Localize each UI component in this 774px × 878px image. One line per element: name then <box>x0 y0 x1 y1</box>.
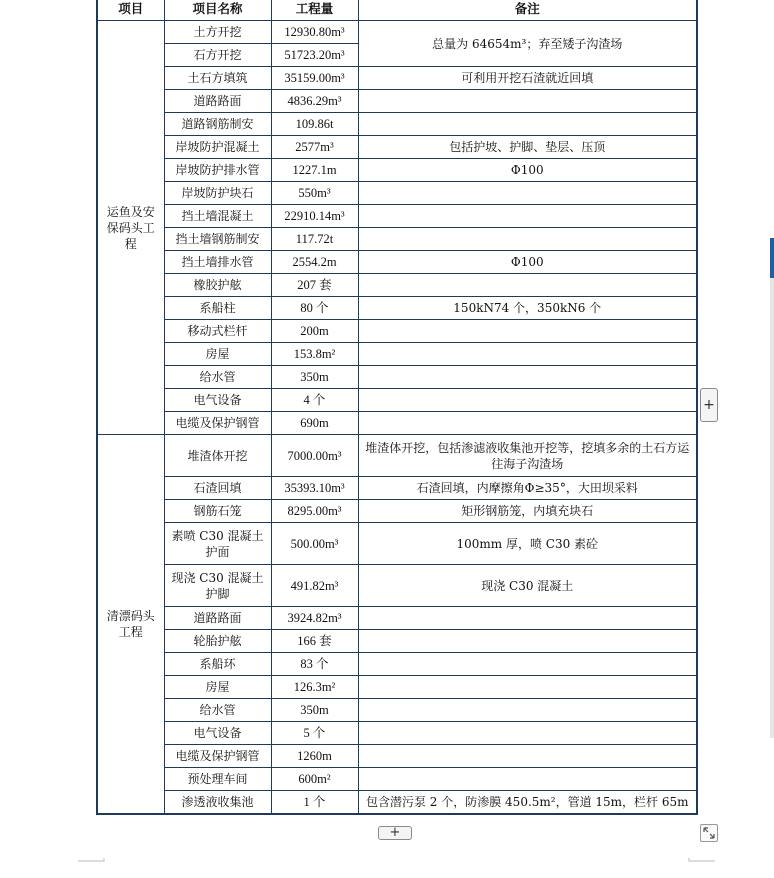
quantity-cell: 5 个 <box>271 722 358 745</box>
quantity-cell: 80 个 <box>271 297 358 320</box>
quantity-cell: 207 套 <box>271 274 358 297</box>
remarks-cell <box>358 768 697 791</box>
item-name-cell: 给水管 <box>164 699 271 722</box>
remarks-cell: 包括护坡、护脚、垫层、压顶 <box>358 136 697 159</box>
remarks-cell <box>358 366 697 389</box>
quantity-cell: 491.82m³ <box>271 565 358 607</box>
table-row <box>97 477 697 500</box>
remarks-cell <box>358 412 697 435</box>
group-name-cell: 运鱼及安保码头工程 <box>97 21 164 435</box>
quantity-cell: 8295.00m³ <box>271 500 358 523</box>
remarks-cell <box>358 676 697 699</box>
remarks-cell: 堆渣体开挖，包括渗滤液收集池开挖等，挖填多余的土石方运往海子沟渣场 <box>358 435 697 477</box>
item-name-cell: 电缆及保护钢管 <box>164 412 271 435</box>
header-remarks: 备注 <box>358 0 697 21</box>
item-name-cell: 道路钢筋制安 <box>164 113 271 136</box>
item-name-cell: 轮胎护舷 <box>164 630 271 653</box>
table-row <box>97 320 697 343</box>
table-row <box>97 630 697 653</box>
quantity-table <box>96 0 698 815</box>
table-row <box>97 90 697 113</box>
quantity-cell: 12930.80m³ <box>271 21 358 44</box>
item-name-cell: 素喷 C30 混凝土护面 <box>164 523 271 565</box>
table-row <box>97 791 697 815</box>
item-name-cell: 预处理车间 <box>164 768 271 791</box>
quantity-cell: 1227.1m <box>271 159 358 182</box>
quantity-cell: 690m <box>271 412 358 435</box>
remarks-cell <box>358 653 697 676</box>
item-name-cell: 石渣回填 <box>164 477 271 500</box>
quantity-cell: 1 个 <box>271 791 358 815</box>
item-name-cell: 给水管 <box>164 366 271 389</box>
table-row <box>97 653 697 676</box>
item-name-cell: 移动式栏杆 <box>164 320 271 343</box>
quantity-cell: 22910.14m³ <box>271 205 358 228</box>
remarks-cell: 可利用开挖石渣就近回填 <box>358 67 697 90</box>
item-name-cell: 现浇 C30 混凝土护脚 <box>164 565 271 607</box>
plus-icon: + <box>389 825 401 840</box>
quantity-cell: 35393.10m³ <box>271 477 358 500</box>
item-name-cell: 电气设备 <box>164 722 271 745</box>
table-row <box>97 745 697 768</box>
remarks-cell: 现浇 C30 混凝土 <box>358 565 697 607</box>
page-corner-right <box>688 858 716 878</box>
item-name-cell: 道路路面 <box>164 90 271 113</box>
table-row <box>97 366 697 389</box>
remarks-cell <box>358 182 697 205</box>
remarks-cell <box>358 607 697 630</box>
remarks-cell: Φ100 <box>358 251 697 274</box>
add-column-button[interactable] <box>700 388 718 422</box>
quantity-cell: 153.8m² <box>271 343 358 366</box>
table-body <box>97 21 697 815</box>
item-name-cell: 石方开挖 <box>164 44 271 67</box>
scroll-thumb[interactable] <box>770 238 774 278</box>
remarks-cell <box>358 320 697 343</box>
item-name-cell: 橡胶护舷 <box>164 274 271 297</box>
table-row <box>97 67 697 90</box>
quantity-cell: 35159.00m³ <box>271 67 358 90</box>
item-name-cell: 堆渣体开挖 <box>164 435 271 477</box>
table-header-row <box>97 0 697 21</box>
table-row <box>97 182 697 205</box>
resize-table-button[interactable] <box>700 824 718 842</box>
remarks-cell: 150kN74 个，350kN6 个 <box>358 297 697 320</box>
remarks-cell: 总量为 64654m³；弃至矮子沟渣场 <box>358 21 697 67</box>
scroll-track[interactable] <box>770 238 774 738</box>
item-name-cell: 系船环 <box>164 653 271 676</box>
table-row <box>97 565 697 607</box>
remarks-cell <box>358 205 697 228</box>
add-row-button[interactable] <box>378 826 412 840</box>
table-row <box>97 676 697 699</box>
item-name-cell: 房屋 <box>164 676 271 699</box>
plus-icon: + <box>703 397 715 413</box>
table-row <box>97 343 697 366</box>
table-row <box>97 251 697 274</box>
remarks-cell: 包含潜污泵 2 个，防渗膜 450.5m²，管道 15m，栏杆 65m <box>358 791 697 815</box>
table-row <box>97 722 697 745</box>
item-name-cell: 岸坡防护混凝土 <box>164 136 271 159</box>
group-name-cell: 清漂码头工程 <box>97 435 164 815</box>
remarks-cell <box>358 113 697 136</box>
item-name-cell: 系船柱 <box>164 297 271 320</box>
quantity-cell: 2554.2m <box>271 251 358 274</box>
quantity-cell: 1260m <box>271 745 358 768</box>
quantity-cell: 500.00m³ <box>271 523 358 565</box>
remarks-cell <box>358 343 697 366</box>
remarks-cell <box>358 389 697 412</box>
table-row <box>97 21 697 44</box>
table-row <box>97 113 697 136</box>
table-row <box>97 699 697 722</box>
remarks-cell <box>358 630 697 653</box>
item-name-cell: 岸坡防护块石 <box>164 182 271 205</box>
table-row <box>97 389 697 412</box>
quantity-cell: 117.72t <box>271 228 358 251</box>
quantity-cell: 126.3m² <box>271 676 358 699</box>
table-row <box>97 205 697 228</box>
table-row <box>97 435 697 477</box>
table-row <box>97 768 697 791</box>
quantity-cell: 350m <box>271 699 358 722</box>
quantity-cell: 109.86t <box>271 113 358 136</box>
item-name-cell: 岸坡防护排水管 <box>164 159 271 182</box>
remarks-cell: 石渣回填，内摩擦角Φ≥35°，大田坝采料 <box>358 477 697 500</box>
quantity-cell: 600m² <box>271 768 358 791</box>
item-name-cell: 挡土墙混凝土 <box>164 205 271 228</box>
quantity-cell: 166 套 <box>271 630 358 653</box>
item-name-cell: 渗透液收集池 <box>164 791 271 815</box>
quantity-cell: 51723.20m³ <box>271 44 358 67</box>
remarks-cell <box>358 699 697 722</box>
header-project: 项目 <box>97 0 164 21</box>
remarks-cell <box>358 274 697 297</box>
table-row <box>97 500 697 523</box>
quantity-cell: 7000.00m³ <box>271 435 358 477</box>
remarks-cell: Φ100 <box>358 159 697 182</box>
quantity-cell: 550m³ <box>271 182 358 205</box>
remarks-cell: 100mm 厚，喷 C30 素砼 <box>358 523 697 565</box>
item-name-cell: 钢筋石笼 <box>164 500 271 523</box>
remarks-cell <box>358 90 697 113</box>
quantity-cell: 3924.82m³ <box>271 607 358 630</box>
quantity-cell: 200m <box>271 320 358 343</box>
table-row <box>97 228 697 251</box>
item-name-cell: 土方开挖 <box>164 21 271 44</box>
header-item-name: 项目名称 <box>164 0 271 21</box>
item-name-cell: 挡土墙钢筋制安 <box>164 228 271 251</box>
header-quantity: 工程量 <box>271 0 358 21</box>
item-name-cell: 电缆及保护钢管 <box>164 745 271 768</box>
table-row <box>97 159 697 182</box>
table-row <box>97 297 697 320</box>
remarks-cell <box>358 228 697 251</box>
quantity-cell: 83 个 <box>271 653 358 676</box>
table-row <box>97 136 697 159</box>
table-row <box>97 274 697 297</box>
item-name-cell: 道路路面 <box>164 607 271 630</box>
page-corner-left <box>78 858 106 878</box>
table-row <box>97 412 697 435</box>
table-row <box>97 607 697 630</box>
item-name-cell: 挡土墙排水管 <box>164 251 271 274</box>
item-name-cell: 土石方填筑 <box>164 67 271 90</box>
quantity-cell: 2577m³ <box>271 136 358 159</box>
remarks-cell <box>358 745 697 768</box>
remarks-cell <box>358 722 697 745</box>
item-name-cell: 电气设备 <box>164 389 271 412</box>
table-row <box>97 523 697 565</box>
remarks-cell: 矩形钢筋笼，内填充块石 <box>358 500 697 523</box>
expand-arrows-icon <box>701 825 717 841</box>
item-name-cell: 房屋 <box>164 343 271 366</box>
quantity-cell: 350m <box>271 366 358 389</box>
quantity-cell: 4 个 <box>271 389 358 412</box>
quantity-cell: 4836.29m³ <box>271 90 358 113</box>
